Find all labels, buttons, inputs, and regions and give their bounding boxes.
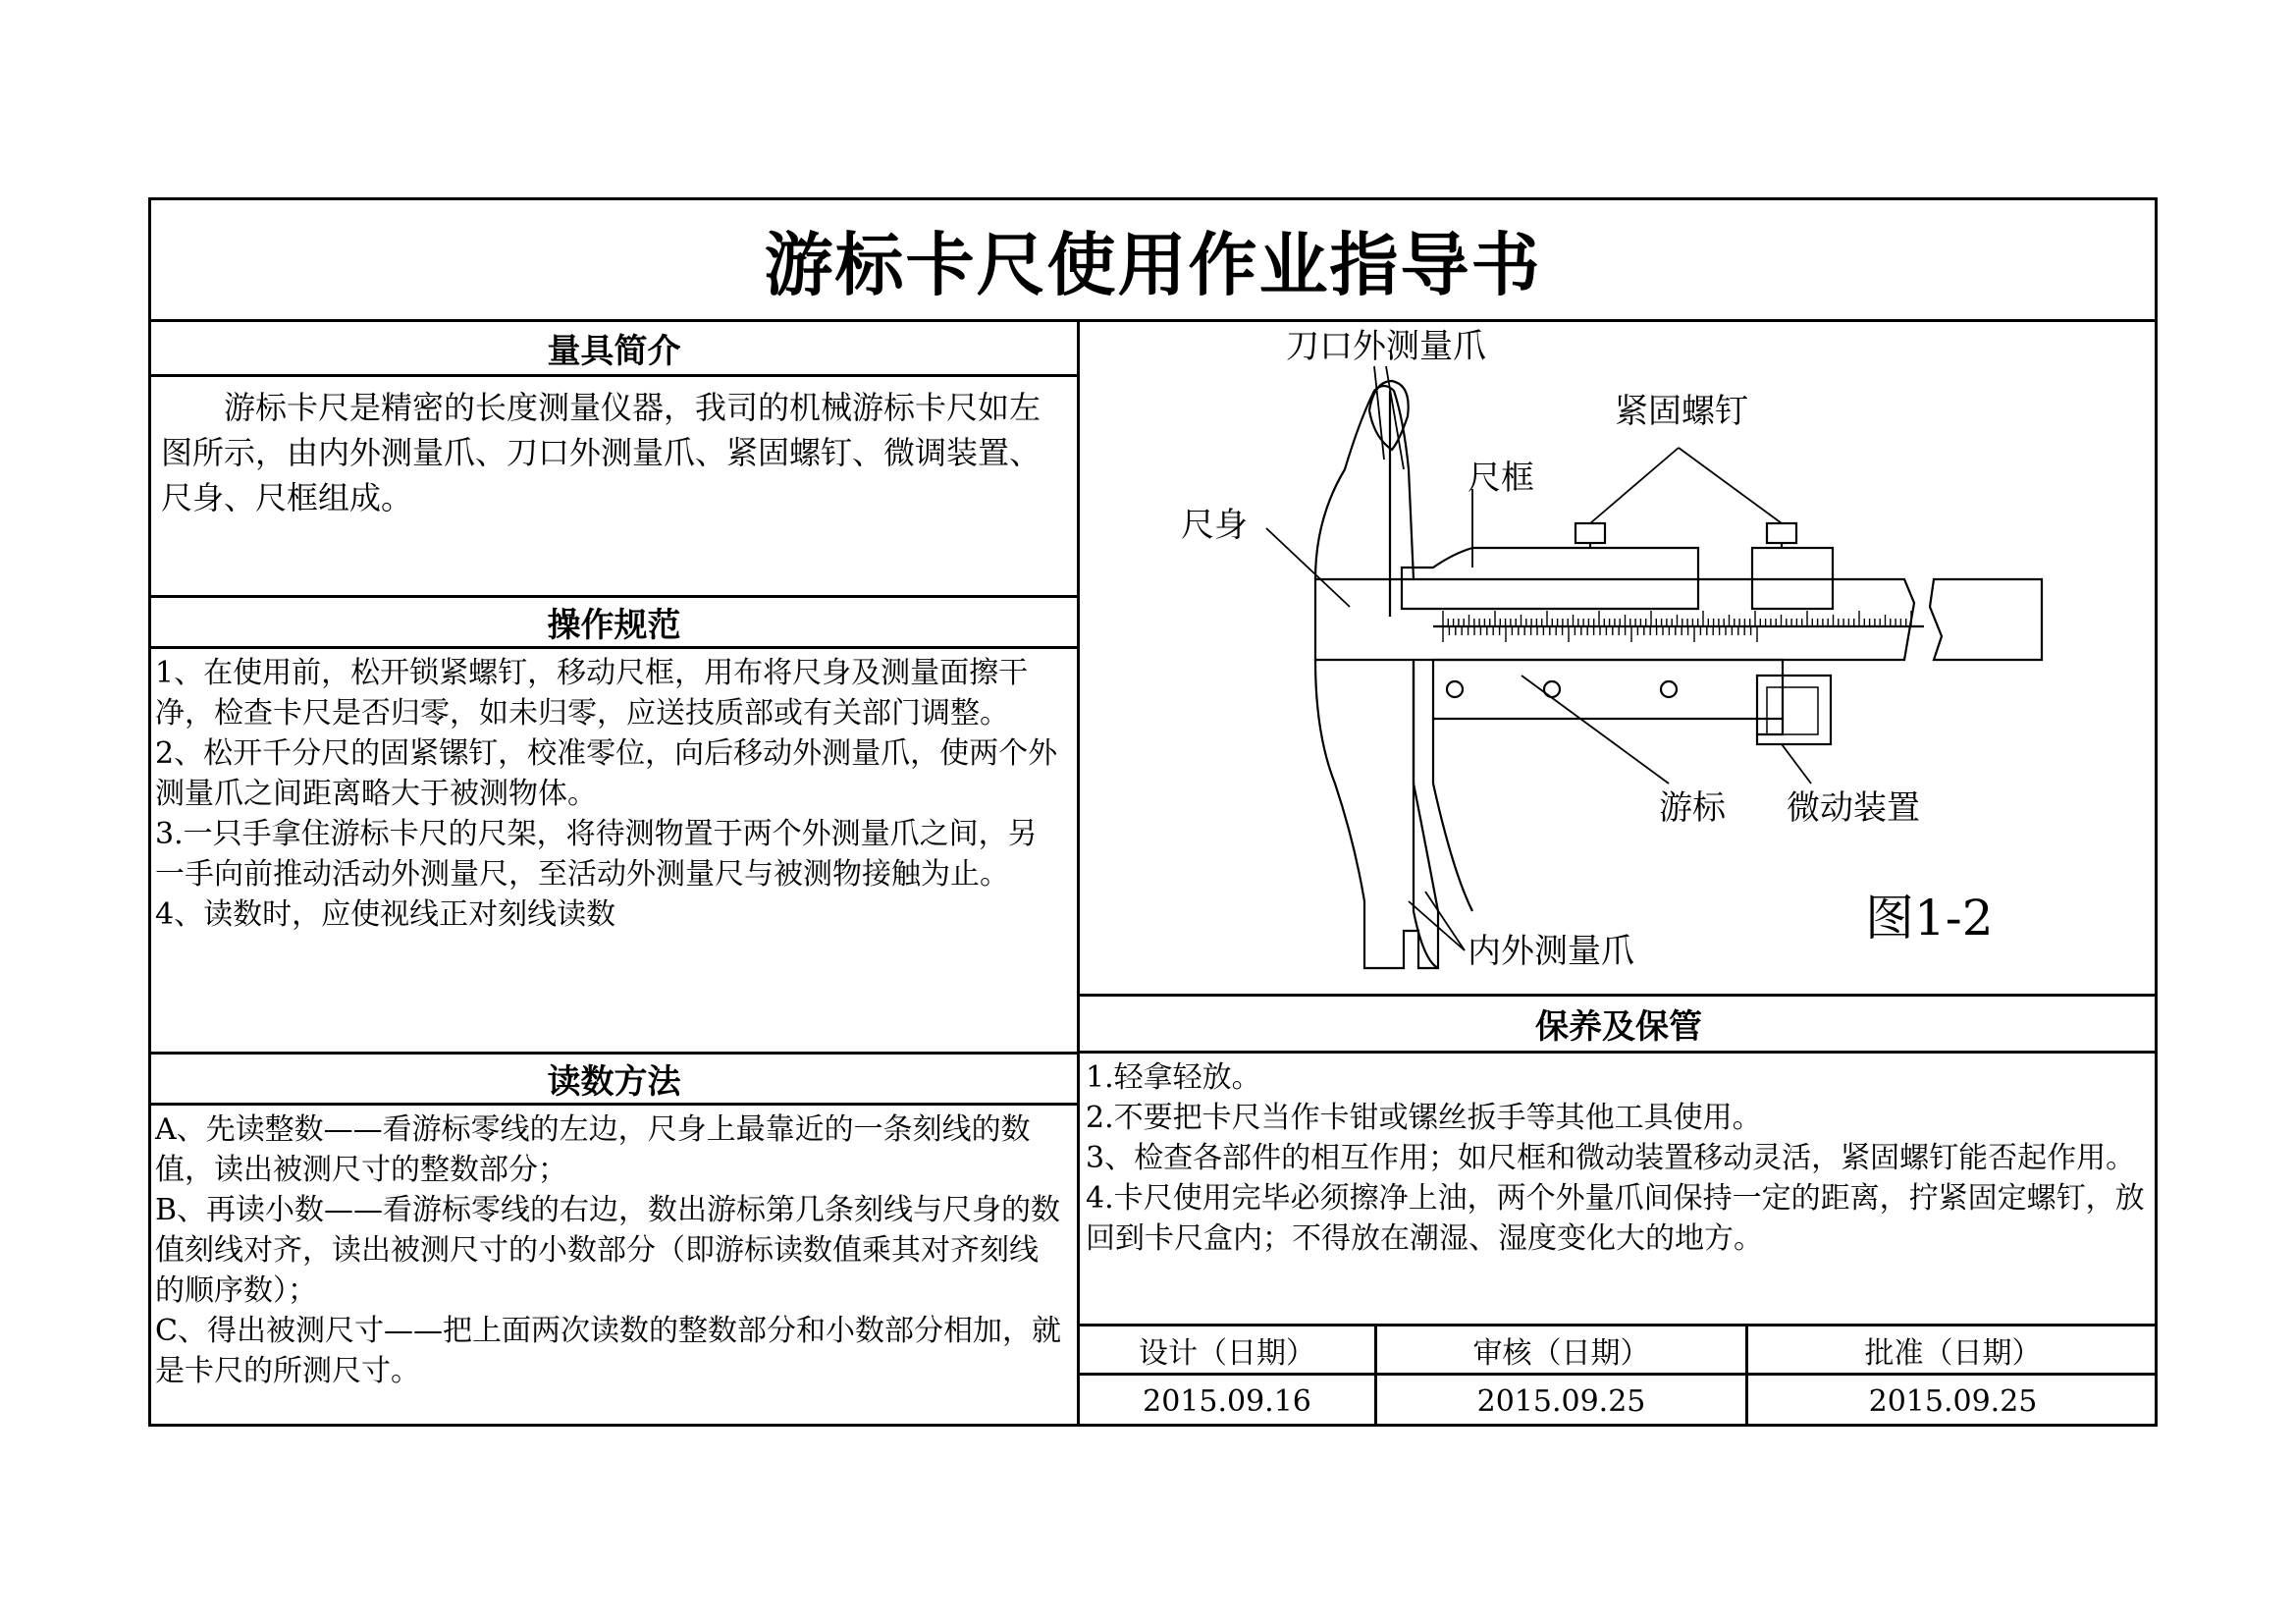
design-label: 设计（日期） (1139, 1335, 1315, 1371)
maintenance-item-3: 3、检查各部件的相互作用；如尺框和微动装置移动灵活，紧固螺钉能否起作用。 (1086, 1141, 2136, 1175)
label-frame: 尺框 (1468, 459, 1534, 498)
label-fine-adjust: 微动装置 (1787, 788, 1920, 828)
maintenance-heading: 保养及保管 (1080, 997, 2158, 1054)
label-body: 尺身 (1181, 506, 1248, 545)
signoff-table (1080, 1324, 2158, 1427)
page-title: 游标卡尺使用作业指导书 (151, 200, 2155, 322)
reading-heading: 读数方法 (151, 1055, 1077, 1106)
design-date: 2015.09.16 (1143, 1383, 1311, 1419)
approve-label: 批准（日期） (1864, 1335, 2042, 1371)
operation-heading: 操作规范 (151, 598, 1077, 649)
operation-list (151, 649, 1077, 1052)
beam-end (1930, 579, 2042, 660)
left-column (151, 322, 1080, 1427)
label-screw: 紧固螺钉 (1615, 392, 1748, 431)
approve-date: 2015.09.25 (1868, 1383, 2038, 1419)
review-label: 审核（日期） (1472, 1335, 1650, 1371)
label-knife-jaw: 刀口外测量爪 (1286, 327, 1486, 366)
maintenance-item-2: 2.不要把卡尺当作卡钳或镙丝扳手等其他工具使用。 (1086, 1101, 1762, 1135)
maintenance-item-4: 4.卡尺使用完毕必须擦净上油，两个外量爪间保持一定的距离，拧紧固定螺钉，放回到卡尺盒内；不得放在潮湿、湿度变化大的地方。 (1086, 1181, 2145, 1256)
operation-item-3: 3.一只手拿住游标卡尺的尺架，将待测物置于两个外测量爪之间，另一手向前推动活动外测量尺，至活动外测量尺与被测物接触为止。 (155, 817, 1038, 892)
intro-text: 游标卡尺是精密的长度测量仪器，我司的机械游标卡尺如左图所示，由内外测量爪、刀口外测量爪、紧固螺钉、微调装置、尺身、尺框组成。 (161, 389, 1041, 516)
label-inner-outer-jaw: 内外测量爪 (1468, 932, 1634, 971)
caliper-diagram (1080, 322, 2158, 994)
upper-fixed-jaw (1315, 386, 1414, 579)
label-vernier: 游标 (1659, 788, 1726, 828)
reading-list (151, 1106, 1077, 1427)
maintenance-item-1: 1.轻拿轻放。 (1086, 1060, 1261, 1095)
intro-heading: 量具简介 (151, 322, 1077, 377)
right-column (1080, 322, 2158, 1427)
reading-item-a: A、先读整数——看游标零线的左边，尺身上最靠近的一条刻线的数值，读出被测尺寸的整数部分； (155, 1112, 1031, 1187)
figure-caption: 图1-2 (1865, 890, 1994, 947)
caliper-figure (1080, 322, 2158, 994)
operation-item-1: 1、在使用前，松开锁紧螺钉，移动尺框，用布将尺身及测量面擦干净，检查卡尺是否归零，如未归零，应送技质部或有关部门调整。 (155, 656, 1029, 731)
work-instruction-sheet (148, 197, 2158, 1427)
reading-item-c: C、得出被测尺寸——把上面两次读数的整数部分和小数部分相加，就是卡尺的所测尺寸。 (155, 1314, 1061, 1388)
lower-fixed-jaw (1315, 660, 1438, 968)
reading-item-b: B、再读小数——看游标零线的右边，数出游标第几条刻线与尺身的数值刻线对齐，读出被测尺寸的小数部分（即游标读数值乘其对齐刻线的顺序数）； (155, 1193, 1061, 1308)
review-date: 2015.09.25 (1476, 1383, 1646, 1419)
maintenance-list (1080, 1054, 2158, 1321)
operation-item-2: 2、松开千分尺的固紧镙钉，校准零位，向后移动外测量爪，使两个外测量爪之间距离略大于被测物体。 (155, 736, 1058, 811)
operation-item-4: 4、读数时，应使视线正对刻线读数 (155, 897, 616, 932)
